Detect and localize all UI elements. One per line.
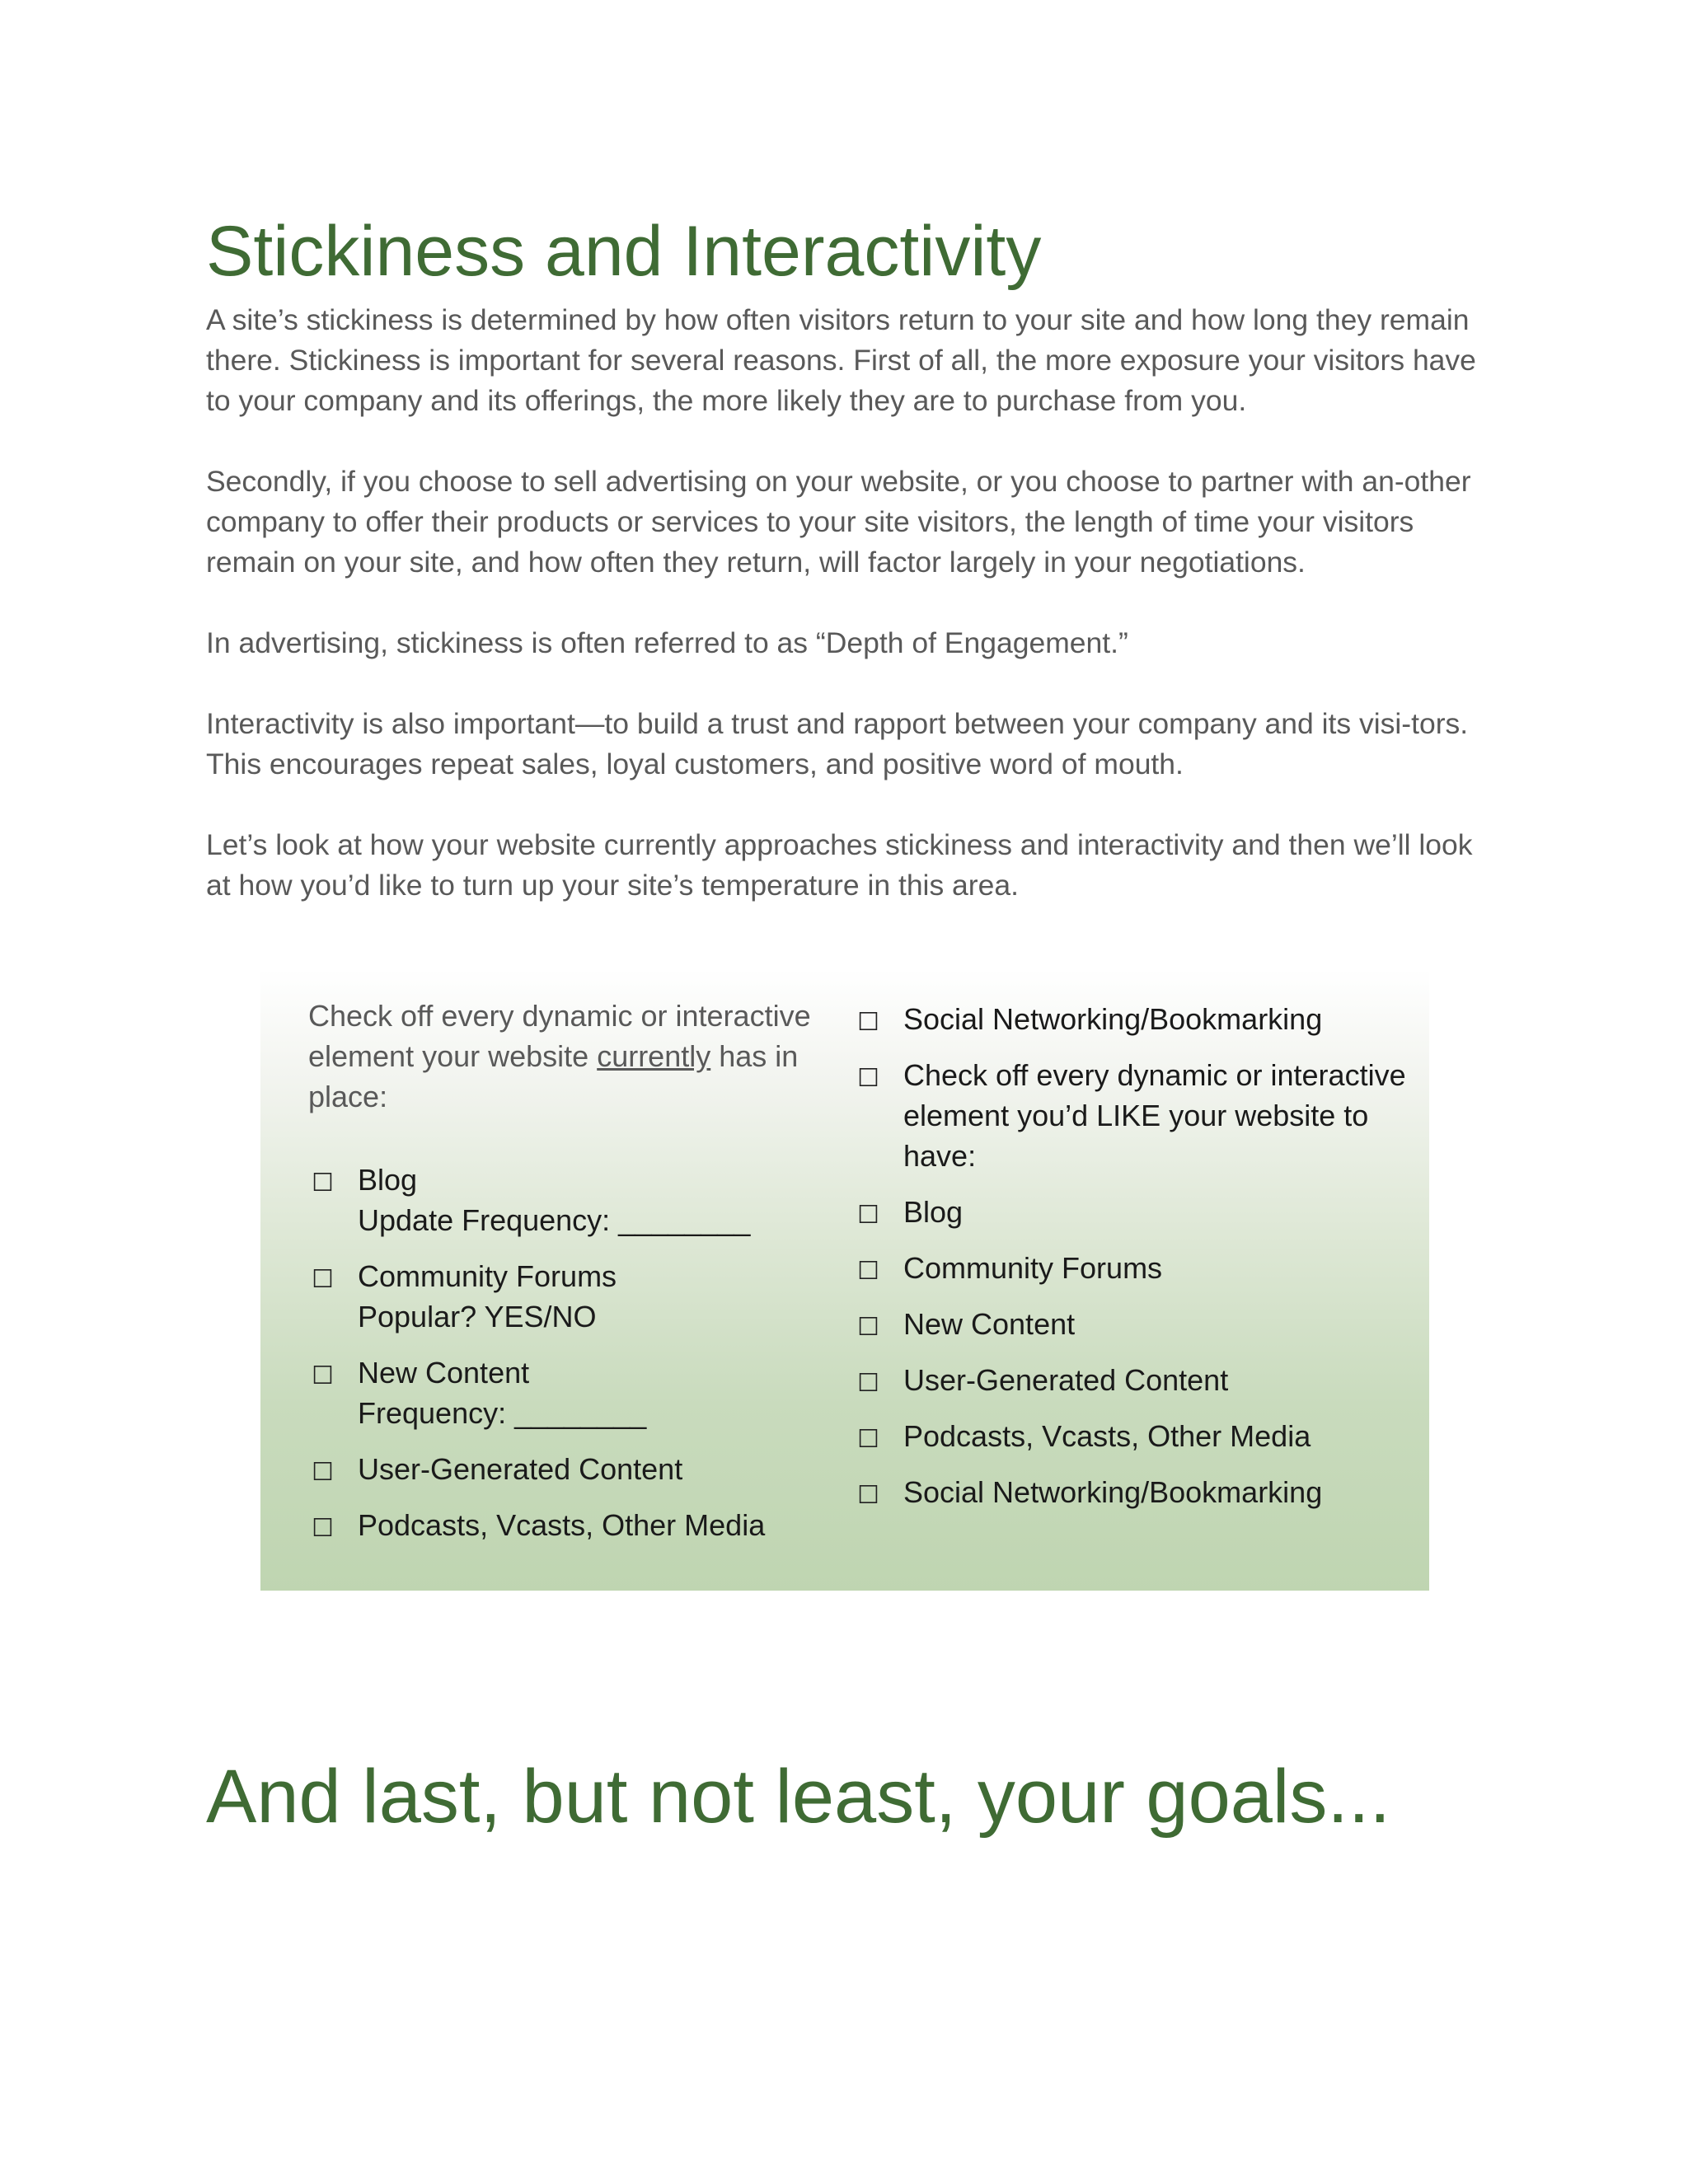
checkbox-icon[interactable]: ☐ [857,1370,879,1397]
item-label: Blog [358,1163,418,1197]
desired-elements-prompt [854,1055,1414,1176]
item-label: User-Generated Content [358,1452,683,1486]
checkbox-icon[interactable]: ☐ [312,1169,334,1197]
desired-elements-column [854,999,1414,1528]
item-label: New Content [903,1307,1076,1341]
checkbox-icon[interactable]: ☐ [857,1482,879,1509]
checkbox-icon[interactable]: ☐ [312,1266,334,1293]
prompt-text-end: has in place: [308,1039,799,1113]
item-detail: Popular? YES/NO [358,1300,597,1333]
item-label: Blog [903,1195,964,1229]
list-item [308,1449,836,1489]
list-item [308,1160,836,1240]
paragraph-2: Secondly, if you choose to sell advertising on your website, or you choose to partner with an-other company to offer their products or services to your site visitors, the length of time your visitors remain on your site, and how often they return, will factor largely in your negotiations. [206,465,1471,579]
checkbox-icon[interactable]: ☐ [857,1009,879,1036]
list-item [308,1256,836,1337]
list-item [854,1416,1414,1456]
current-elements-prompt [308,996,836,1117]
checkbox-icon[interactable]: ☐ [857,1065,879,1092]
item-label: Social Networking/Bookmarking [903,1475,1323,1509]
prompt-underlined: currently [597,1039,711,1073]
list-item [854,1304,1414,1344]
current-elements-list [308,1160,836,1545]
checkbox-icon[interactable]: ☐ [312,1362,334,1390]
list-item [854,1192,1414,1232]
checkbox-icon[interactable]: ☐ [857,1202,879,1229]
desired-elements-list [854,1192,1414,1512]
item-label: Podcasts, Vcasts, Other Media [358,1508,766,1542]
item-label: Community Forums [903,1251,1163,1285]
list-item [854,1248,1414,1288]
desired-header-list [854,999,1414,1176]
goals-heading: And last, but not least, your goals... [206,1755,1391,1839]
item-label: User-Generated Content [903,1363,1229,1397]
list-item [854,1472,1414,1512]
intro-text [206,300,1492,946]
prompt-text: Check off every dynamic or interactive element your website [308,999,811,1073]
item-label: Community Forums [358,1259,617,1293]
list-item [854,1360,1414,1400]
checkbox-icon[interactable]: ☐ [857,1258,879,1285]
item-detail: Frequency: ________ [358,1396,647,1430]
checkbox-icon[interactable]: ☐ [312,1459,334,1486]
paragraph-5: Let’s look at how your website currently approaches stickiness and interactivity and then we’ll look at how you’d like to turn up your site’s temperature in this area. [206,828,1473,902]
section-title: Stickiness and Interactivity [206,212,1042,291]
paragraph-1: A site’s stickiness is determined by how often visitors return to your site and how long they remain there. Stickiness is important for several reasons. First of all, the more exposure your visitors have to your company and its offerings, the more likely they are to purchase from you. [206,303,1476,417]
paragraph-3: In advertising, stickiness is often referred to as “Depth of Engagement.” [206,626,1128,659]
list-item [308,1352,836,1433]
item-label: New Content [358,1356,530,1390]
checkbox-icon[interactable]: ☐ [857,1426,879,1453]
item-label: Podcasts, Vcasts, Other Media [903,1419,1311,1453]
list-item [854,999,1414,1039]
item-label: Social Networking/Bookmarking [903,1002,1323,1036]
checkbox-icon[interactable]: ☐ [857,1314,879,1341]
paragraph-4: Interactivity is also important—to build a trust and rapport between your company and its visi-tors. This encourages repeat sales, loyal customers, and positive word of mouth. [206,707,1469,780]
item-detail: Update Frequency: ________ [358,1203,751,1237]
prompt-text: Check off every dynamic or interactive element you’d LIKE your website to have: [903,1058,1406,1173]
list-item [308,1505,836,1545]
current-elements-column [308,996,836,1561]
checkbox-icon[interactable]: ☐ [312,1515,334,1542]
